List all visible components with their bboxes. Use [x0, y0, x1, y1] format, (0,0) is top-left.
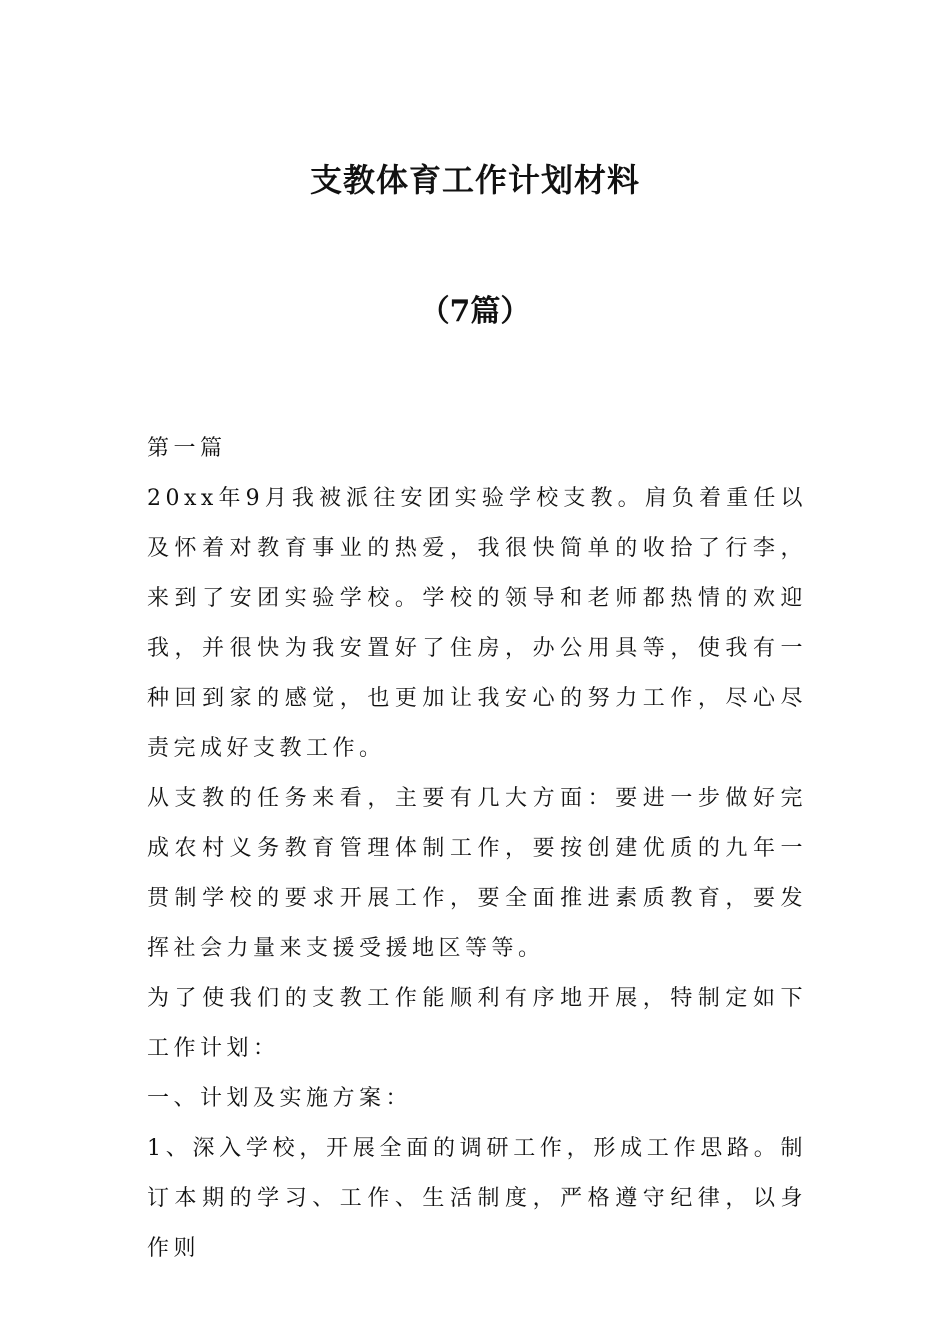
body-paragraph: 为了使我们的支教工作能顺利有序地开展，特制定如下工作计划： — [147, 986, 807, 1061]
section-heading: 第一篇 — [147, 436, 227, 461]
body-paragraph: 一、计划及实施方案： — [147, 1086, 413, 1111]
body-paragraph: 从支教的任务来看，主要有几大方面：要进一步做好完成农村义务教育管理体制工作，要按创建优质的九年一贯制学校的要求开展工作，要全面推进素质教育，要发挥社会力量来支援受援地区等等。 — [147, 786, 807, 961]
document-subtitle: （7篇） — [419, 294, 531, 329]
body-paragraph: 1、深入学校，开展全面的调研工作，形成工作思路。制订本期的学习、工作、生活制度，严格遵守纪律，以身作则 — [147, 1136, 807, 1261]
document-body — [147, 424, 807, 1274]
document-title: 支教体育工作计划材料 — [309, 161, 640, 199]
body-paragraph: 20xx年9月我被派往安团实验学校支教。肩负着重任以及怀着对教育事业的热爱，我很快简单的收拾了行李，来到了安团实验学校。学校的领导和老师都热情的欢迎我，并很快为我安置好了住房，办公用具等，使我有一种回到家的感觉，也更加让我安心的努力工作，尽心尽责完成好支教工作。 — [147, 486, 807, 761]
